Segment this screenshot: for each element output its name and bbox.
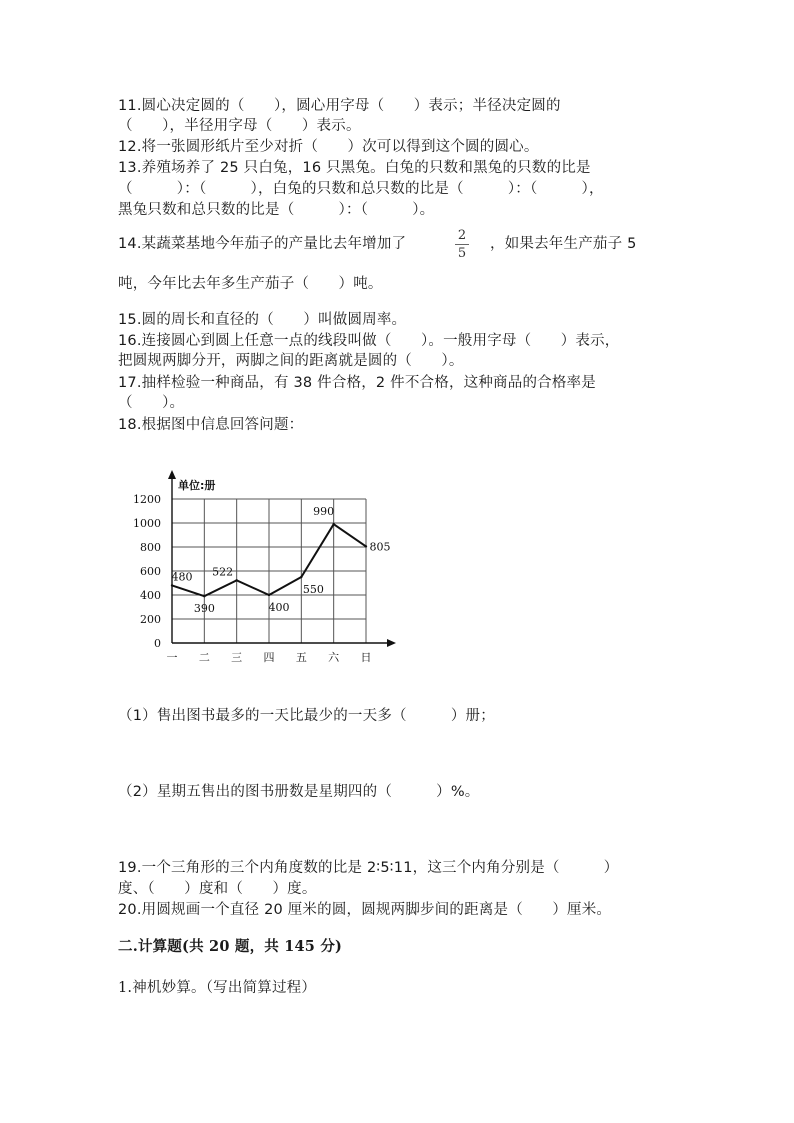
q18-sub-question-2: （2）星期五售出的图书册数是星期四的（ ）%。 — [118, 784, 480, 800]
x-axis-arrow — [387, 639, 396, 647]
x-tick-label: 三 — [231, 651, 243, 664]
x-tick-label: 四 — [263, 651, 275, 664]
q11-line-2: （ ），半径用字母（ ）表示。 — [118, 118, 361, 134]
q18-sub-question-1: （1）售出图书最多的一天比最少的一天多（ ）册； — [118, 708, 495, 724]
question-20: 20.用圆规画一个直径 20 厘米的圆，圆规两脚步间的距离是（ ）厘米。 — [118, 902, 612, 918]
y-tick-label: 400 — [140, 589, 161, 602]
question-15: 15.圆的周长和直径的（ ）叫做圆周率。 — [118, 312, 407, 328]
y-axis-arrow — [168, 470, 176, 479]
data-label: 522 — [212, 565, 234, 579]
y-tick-label: 0 — [154, 637, 161, 650]
question-12: 12.将一张圆形纸片至少对折（ ）次可以得到这个圆的圆心。 — [118, 139, 539, 155]
q14-line-1: 14.某蔬菜基地今年茄子的产量比去年增加了 — [118, 236, 407, 252]
q17-line-2: （ ）。 — [118, 395, 185, 411]
q19-line-1: 19.一个三角形的三个内角度数的比是 2∶5∶11，这三个内角分别是（ ） — [118, 860, 619, 876]
data-point — [365, 545, 367, 547]
data-label: 400 — [268, 601, 290, 614]
q11-line-1: 11.圆心决定圆的（ ），圆心用字母（ ）表示；半径决定圆的 — [118, 98, 561, 114]
chart-unit-label: 单位:册 — [178, 479, 216, 492]
data-label: 550 — [302, 583, 324, 596]
q19-line-2: 度、（ ）度和（ ）度。 — [118, 881, 317, 897]
data-label: 480 — [171, 570, 193, 584]
q13-line-2: （ ）：（ ），白兔的只数和总只数的比是（ ）：（ ）， — [118, 181, 604, 197]
data-point — [235, 579, 237, 581]
x-tick-label: 五 — [295, 651, 307, 664]
q16-line-2: 把圆规两脚分开，两脚之间的距离就是圆的（ ）。 — [118, 353, 464, 369]
y-tick-label: 1000 — [133, 517, 161, 530]
q13-line-3: 黑兔只数和总只数的比是（ ）：（ ）。 — [118, 202, 435, 218]
data-point — [171, 584, 173, 586]
x-tick-label: 一 — [166, 651, 178, 664]
data-point — [332, 523, 334, 525]
section-heading: 二.计算题(共 20 题，共 145 分) — [118, 938, 343, 955]
data-label: 390 — [193, 602, 215, 616]
data-label: 990 — [313, 505, 335, 519]
fraction-numerator: 2 — [457, 228, 467, 243]
x-tick-label: 日 — [360, 651, 372, 664]
x-tick-label: 二 — [198, 651, 210, 664]
q13-line-1: 13.养殖场养了 25 只白兔，16 只黑兔。白兔的只数和黑兔的只数的比是 — [118, 160, 591, 176]
y-tick-label: 200 — [140, 613, 161, 626]
fraction-denominator: 5 — [457, 246, 467, 261]
x-tick-label: 六 — [328, 651, 340, 664]
y-tick-label: 800 — [140, 541, 161, 554]
data-point — [203, 595, 205, 597]
question-18: 18.根据图中信息回答问题： — [118, 417, 304, 433]
data-point — [268, 594, 270, 596]
q17-line-1: 17.抽样检验一种商品，有 38 件合格，2 件不合格，这种商品的合格率是 — [118, 375, 596, 391]
y-tick-label: 600 — [140, 565, 161, 578]
data-label: 805 — [369, 540, 391, 554]
q14-line-2: 吨，今年比去年多生产茄子（ ）吨。 — [118, 276, 383, 292]
q14-line-1-tail: ，如果去年生产茄子 5 — [490, 236, 637, 252]
data-point — [300, 576, 302, 578]
y-tick-label: 1200 — [133, 493, 161, 506]
q16-line-1: 16.连接圆心到圆上任意一点的线段叫做（ ）。一般用字母（ ）表示， — [118, 333, 620, 349]
calc-question-1: 1.神机妙算。（写出简算过程） — [118, 980, 317, 996]
